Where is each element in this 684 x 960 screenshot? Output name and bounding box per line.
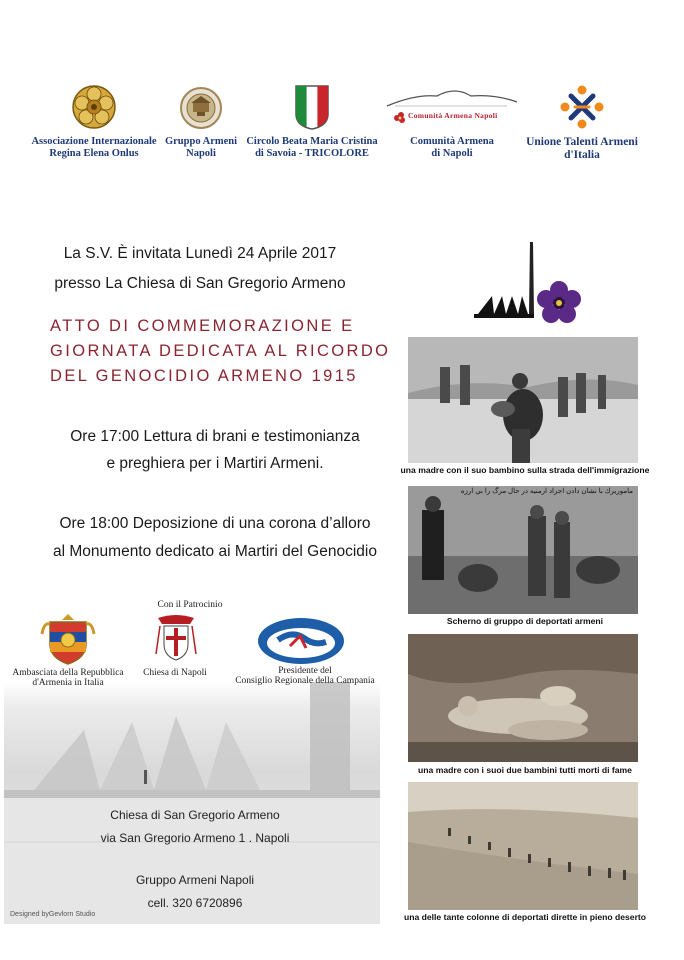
org-name-line2: Regina Elena Onlus: [49, 148, 139, 159]
program-item2-line1: Ore 18:00 Deposizione di una corona d’alloro: [59, 515, 371, 532]
org-name-line2: di Napoli: [431, 148, 473, 159]
gruppo-armeni-seal-logo: [160, 82, 242, 130]
org-name-line2: Napoli: [186, 148, 216, 159]
campania-region-logo: [256, 616, 346, 671]
photo-caption: una madre con il suo bambino sulla strada dell'immigrazione: [400, 465, 650, 475]
photo-mother-child-road: [408, 337, 638, 463]
invitation-date-line: La S.V. È invitata Lunedì 24 Aprile 2017: [63, 245, 337, 262]
photo-caption: Scherno di gruppo di deportati armeni: [446, 616, 604, 626]
org-name-line1: Gruppo Armeni: [164, 136, 238, 147]
org-comunita-armena: [384, 82, 520, 160]
org-gruppo-armeni: [160, 82, 242, 160]
rose-emblem-logo: [30, 82, 158, 130]
embassy-line1: Ambasciata della Repubblica: [12, 668, 124, 678]
embassy-label: [4, 668, 132, 688]
italian-flag-shield-logo: [242, 82, 382, 130]
forget-me-not-flower-icon: [536, 280, 582, 329]
org-name-line2: d'Italia: [564, 149, 600, 161]
photo-caption: una delle tante colonne di deportati dirette in pieno deserto: [403, 912, 647, 922]
embassy-line2: d'Armenia in Italia: [32, 678, 104, 688]
org-name-line1: Unione Talenti Armeni: [526, 136, 638, 148]
org-circolo-tricolore: [242, 82, 382, 160]
title-line2: GIORNATA DEDICATA AL RICORDO: [50, 342, 391, 360]
photo-deportees-mocked: [408, 486, 638, 614]
contact-phone: cell. 320 6720896: [147, 896, 243, 910]
program-item1-line1: Ore 17:00 Lettura di brani e testimonianza: [70, 428, 360, 445]
church-label: Chiesa di Napoli: [143, 668, 207, 678]
invitation-venue-line: presso La Chiesa di San Gregorio Armeno: [54, 275, 346, 292]
photo-caption: una madre con i suoi due bambini tutti morti di fame: [418, 765, 632, 775]
org-name-line1: Circolo Beata Maria Cristina: [246, 136, 378, 147]
comunita-logo-text: Comunità Armena Napoli: [408, 111, 498, 120]
org-name-line1: Associazione Internazionale: [31, 136, 157, 147]
photo-overlay-caption: ماموريرك با نشان دادن اجراد ارمنيه در حال مرگ را بي ارزه: [460, 488, 633, 495]
talenti-cross-logo: [520, 82, 644, 130]
cardinal-coat-of-arms-icon: [154, 614, 198, 669]
photo-mother-children-famine: [408, 634, 638, 762]
org-unione-talenti: [520, 82, 644, 162]
org-name-line2: di Savoia - TRICOLORE: [255, 148, 369, 159]
venue-address: via San Gregorio Armeno 1 . Napoli: [100, 831, 290, 845]
designer-credit: Designed byGevlorn Studio: [10, 911, 96, 918]
armenia-coat-of-arms-icon: [40, 614, 96, 671]
title-line3: DEL GENOCIDIO ARMENO 1915: [50, 367, 358, 385]
program-item2-line2: al Monumento dedicato ai Martiri del Genocidio: [53, 543, 377, 560]
council-line2: Consiglio Regionale della Campania: [235, 676, 375, 686]
council-label: [230, 666, 380, 686]
title-line1: ATTO DI COMMEMORAZIONE E: [50, 317, 355, 335]
vesuvius-skyline-logo: [384, 82, 520, 130]
council-line1: Presidente del: [278, 666, 332, 676]
patronage-heading: Con il Patrocinio: [157, 600, 223, 610]
contact-name: Gruppo Armeni Napoli: [135, 873, 255, 887]
photo-column-deportees-desert: [408, 782, 638, 910]
venue-name: Chiesa di San Gregorio Armeno: [110, 808, 280, 822]
org-name-line1: Comunità Armena: [410, 136, 494, 147]
org-regina-elena: [30, 82, 158, 160]
program-item1-line2: e preghiera per i Martiri Armeni.: [106, 455, 324, 472]
